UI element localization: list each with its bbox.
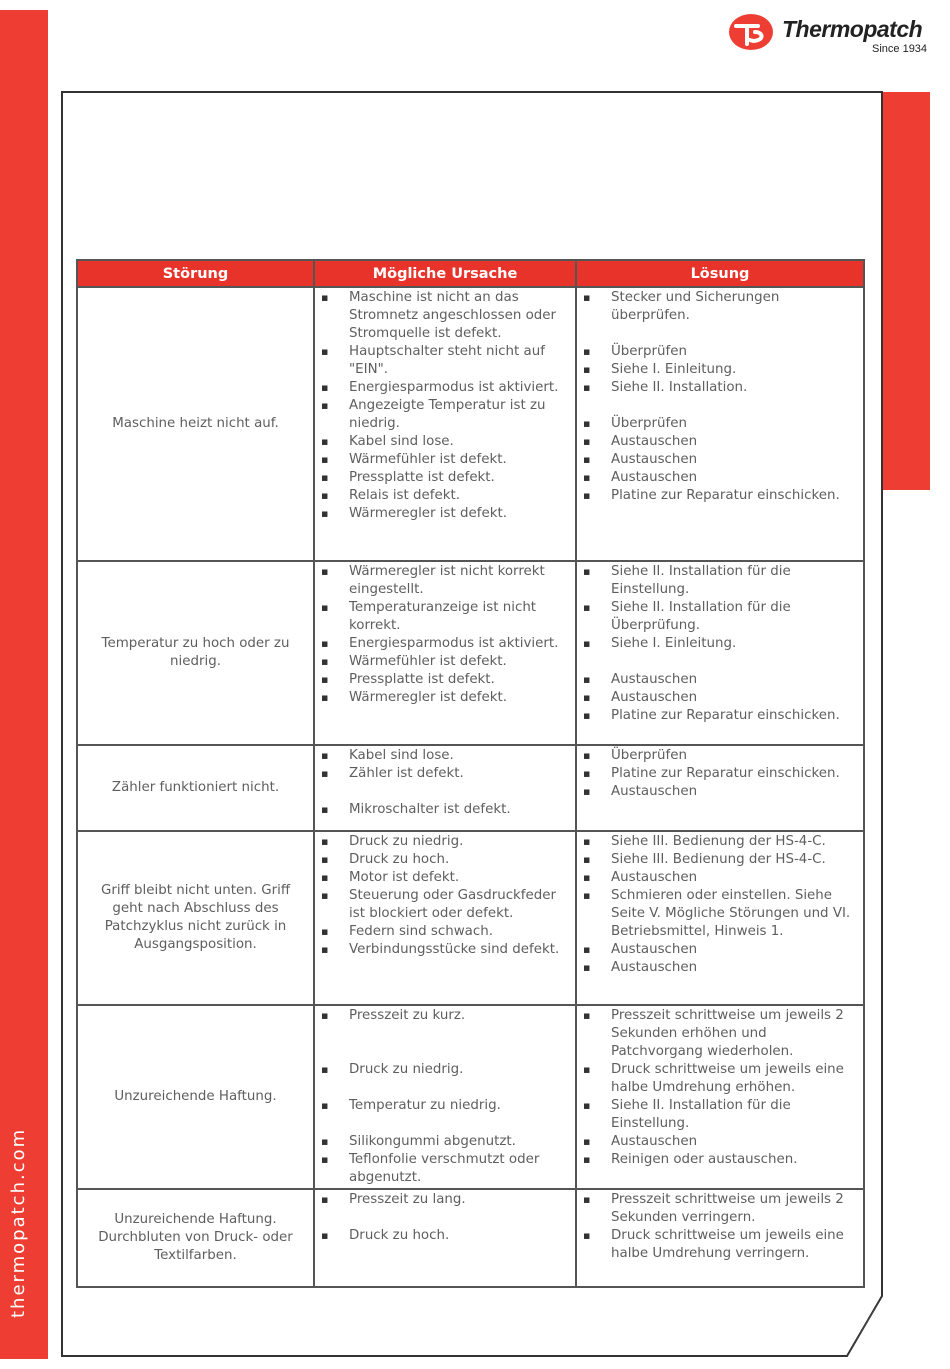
thermopatch-logo bbox=[728, 10, 928, 58]
cause-cell bbox=[314, 1189, 576, 1287]
solution-item: ▪ Schmieren oder einstellen. Siehe Seite V. Mögliche Störungen und VI. Betriebsmittel, Hinweis 1. bbox=[577, 887, 861, 941]
solution-cell bbox=[576, 745, 864, 831]
cause-item: ▪ Temperaturanzeige ist nicht korrekt. bbox=[315, 599, 573, 635]
cause-item: ▪ Wärmeregler ist defekt. bbox=[315, 689, 573, 707]
solution-item: ▪ Austauschen bbox=[577, 783, 861, 801]
cause-cell bbox=[314, 561, 576, 745]
cause-item: ▪ Wärmeregler ist nicht korrekt eingestellt. bbox=[315, 563, 573, 599]
cause-item: ▪ Pressplatte ist defekt. bbox=[315, 671, 573, 689]
solution-item: ▪ Reinigen oder austauschen. bbox=[577, 1151, 861, 1169]
troubleshooting-table bbox=[76, 259, 865, 1288]
solution-item: ▪ Presszeit schrittweise um jeweils 2 Sekunden verringern. bbox=[577, 1191, 861, 1227]
solution-item: ▪ Siehe III. Bedienung der HS-4-C. bbox=[577, 833, 861, 851]
cause-cell bbox=[314, 831, 576, 1005]
solution-cell bbox=[576, 1005, 864, 1189]
solution-list bbox=[577, 1007, 861, 1169]
cause-item: ▪ Teflonfolie verschmutzt oder abgenutzt. bbox=[315, 1151, 573, 1187]
cause-list bbox=[315, 747, 573, 819]
solution-item: ▪ Siehe III. Bedienung der HS-4-C. bbox=[577, 851, 861, 869]
solution-cell bbox=[576, 287, 864, 561]
cause-item: ▪ Zähler ist defekt. bbox=[315, 765, 573, 783]
cause-list bbox=[315, 1007, 573, 1187]
solution-item: ▪ Druck schrittweise um jeweils eine halbe Umdrehung erhöhen. bbox=[577, 1061, 861, 1097]
solution-item: ▪ Austauschen bbox=[577, 869, 861, 887]
solution-cell bbox=[576, 561, 864, 745]
brand-since: Since 1934 bbox=[872, 43, 928, 55]
cause-item: ▪ Presszeit zu lang. bbox=[315, 1191, 573, 1209]
cause-list bbox=[315, 563, 573, 707]
cause-item: ▪ Wärmeregler ist defekt. bbox=[315, 505, 573, 523]
header-ursache: Mögliche Ursache bbox=[314, 260, 576, 287]
solution-item: ▪ Stecker und Sicherungen überprüfen. bbox=[577, 289, 861, 325]
solution-item: ▪ Siehe I. Einleitung. bbox=[577, 361, 861, 379]
solution-item: ▪ Überprüfen bbox=[577, 415, 861, 433]
solution-item: ▪ Überprüfen bbox=[577, 747, 861, 765]
cause-item: ▪ Druck zu niedrig. bbox=[315, 833, 573, 851]
solution-cell bbox=[576, 1189, 864, 1287]
page-side-tab bbox=[882, 92, 930, 490]
solution-list bbox=[577, 563, 861, 725]
cause-list bbox=[315, 289, 573, 523]
table-row bbox=[77, 831, 864, 1005]
cause-item: ▪ Silikongummi abgenutzt. bbox=[315, 1133, 573, 1151]
solution-item: ▪ Austauschen bbox=[577, 959, 861, 977]
solution-cell bbox=[576, 831, 864, 1005]
cause-cell bbox=[314, 287, 576, 561]
solution-item: ▪ Austauschen bbox=[577, 1133, 861, 1151]
cause-item bbox=[315, 1115, 573, 1133]
fault-cell: Unzureichende Haftung. Durchbluten von Druck- oder Textilfarben. bbox=[77, 1189, 314, 1287]
cause-item: ▪ Pressplatte ist defekt. bbox=[315, 469, 573, 487]
table-row bbox=[77, 1005, 864, 1189]
solution-item: ▪ Presszeit schrittweise um jeweils 2 Sekunden erhöhen und Patchvorgang wiederholen. bbox=[577, 1007, 861, 1061]
cause-item: ▪ Druck zu hoch. bbox=[315, 1227, 573, 1245]
header-stoerung: Störung bbox=[77, 260, 314, 287]
cause-item: ▪ Angezeigte Temperatur ist zu niedrig. bbox=[315, 397, 573, 433]
cause-item: ▪ Mikroschalter ist defekt. bbox=[315, 801, 573, 819]
brand-side-bar bbox=[0, 10, 48, 1359]
header-loesung: Lösung bbox=[576, 260, 864, 287]
fault-cell: Griff bleibt nicht unten. Griff geht nach Abschluss des Patchzyklus nicht zurück in Ausgangsposition. bbox=[77, 831, 314, 1005]
website-label: thermopatch.com bbox=[8, 1127, 29, 1318]
solution-list bbox=[577, 747, 861, 801]
cause-item: ▪ Steuerung oder Gasdruckfeder ist blockiert oder defekt. bbox=[315, 887, 573, 923]
cause-item: ▪ Maschine ist nicht an das Stromnetz angeschlossen oder Stromquelle ist defekt. bbox=[315, 289, 573, 343]
cause-item: ▪ Kabel sind lose. bbox=[315, 433, 573, 451]
table-row bbox=[77, 1189, 864, 1287]
cause-item bbox=[315, 1079, 573, 1097]
solution-item: ▪ Siehe II. Installation für die Überprüfung. bbox=[577, 599, 861, 635]
fault-cell: Unzureichende Haftung. bbox=[77, 1005, 314, 1189]
brand-name: Thermopatch bbox=[782, 16, 923, 42]
solution-item: ▪ Siehe I. Einleitung. bbox=[577, 635, 861, 653]
solution-item: ▪ Platine zur Reparatur einschicken. bbox=[577, 765, 861, 783]
table-row bbox=[77, 287, 864, 561]
cause-item: ▪ Energiesparmodus ist aktiviert. bbox=[315, 379, 573, 397]
cause-item: ▪ Federn sind schwach. bbox=[315, 923, 573, 941]
solution-item bbox=[577, 653, 861, 671]
solution-item: ▪ Siehe II. Installation. bbox=[577, 379, 861, 397]
cause-item: ▪ Kabel sind lose. bbox=[315, 747, 573, 765]
cause-item: ▪ Wärmefühler ist defekt. bbox=[315, 653, 573, 671]
cause-item bbox=[315, 783, 573, 801]
cause-list bbox=[315, 1191, 573, 1245]
cause-item: ▪ Motor ist defekt. bbox=[315, 869, 573, 887]
fault-cell: Maschine heizt nicht auf. bbox=[77, 287, 314, 561]
cause-item: ▪ Verbindungsstücke sind defekt. bbox=[315, 941, 573, 959]
solution-item bbox=[577, 397, 861, 415]
fault-cell: Zähler funktioniert nicht. bbox=[77, 745, 314, 831]
solution-item: ▪ Siehe II. Installation für die Einstellung. bbox=[577, 563, 861, 599]
solution-item: ▪ Platine zur Reparatur einschicken. bbox=[577, 707, 861, 725]
solution-item: ▪ Austauschen bbox=[577, 451, 861, 469]
cause-item bbox=[315, 1209, 573, 1227]
thermopatch-logo-icon bbox=[728, 12, 774, 52]
solution-item: ▪ Austauschen bbox=[577, 689, 861, 707]
cause-item: ▪ Relais ist defekt. bbox=[315, 487, 573, 505]
cause-item: ▪ Presszeit zu kurz. bbox=[315, 1007, 573, 1025]
cause-item: ▪ Hauptschalter steht nicht auf "EIN". bbox=[315, 343, 573, 379]
solution-item: ▪ Austauschen bbox=[577, 671, 861, 689]
solution-item: ▪ Platine zur Reparatur einschicken. bbox=[577, 487, 861, 505]
solution-item: ▪ Siehe II. Installation für die Einstellung. bbox=[577, 1097, 861, 1133]
table-header-row bbox=[77, 260, 864, 287]
table-row bbox=[77, 745, 864, 831]
cause-cell bbox=[314, 745, 576, 831]
cause-item: ▪ Druck zu hoch. bbox=[315, 851, 573, 869]
solution-item: ▪ Druck schrittweise um jeweils eine halbe Umdrehung verringern. bbox=[577, 1227, 861, 1263]
cause-item: ▪ Temperatur zu niedrig. bbox=[315, 1097, 573, 1115]
solution-list bbox=[577, 1191, 861, 1263]
cause-item: ▪ Druck zu niedrig. bbox=[315, 1061, 573, 1079]
cause-cell bbox=[314, 1005, 576, 1189]
cause-item: ▪ Wärmefühler ist defekt. bbox=[315, 451, 573, 469]
solution-item: ▪ Austauschen bbox=[577, 469, 861, 487]
table-row bbox=[77, 561, 864, 745]
solution-item: ▪ Austauschen bbox=[577, 941, 861, 959]
fault-cell: Temperatur zu hoch oder zu niedrig. bbox=[77, 561, 314, 745]
cause-item: ▪ Energiesparmodus ist aktiviert. bbox=[315, 635, 573, 653]
solution-item: ▪ Austauschen bbox=[577, 433, 861, 451]
cause-list bbox=[315, 833, 573, 959]
cause-item bbox=[315, 1025, 573, 1043]
solution-list bbox=[577, 833, 861, 977]
solution-item bbox=[577, 325, 861, 343]
solution-item: ▪ Überprüfen bbox=[577, 343, 861, 361]
solution-list bbox=[577, 289, 861, 505]
cause-item bbox=[315, 1043, 573, 1061]
